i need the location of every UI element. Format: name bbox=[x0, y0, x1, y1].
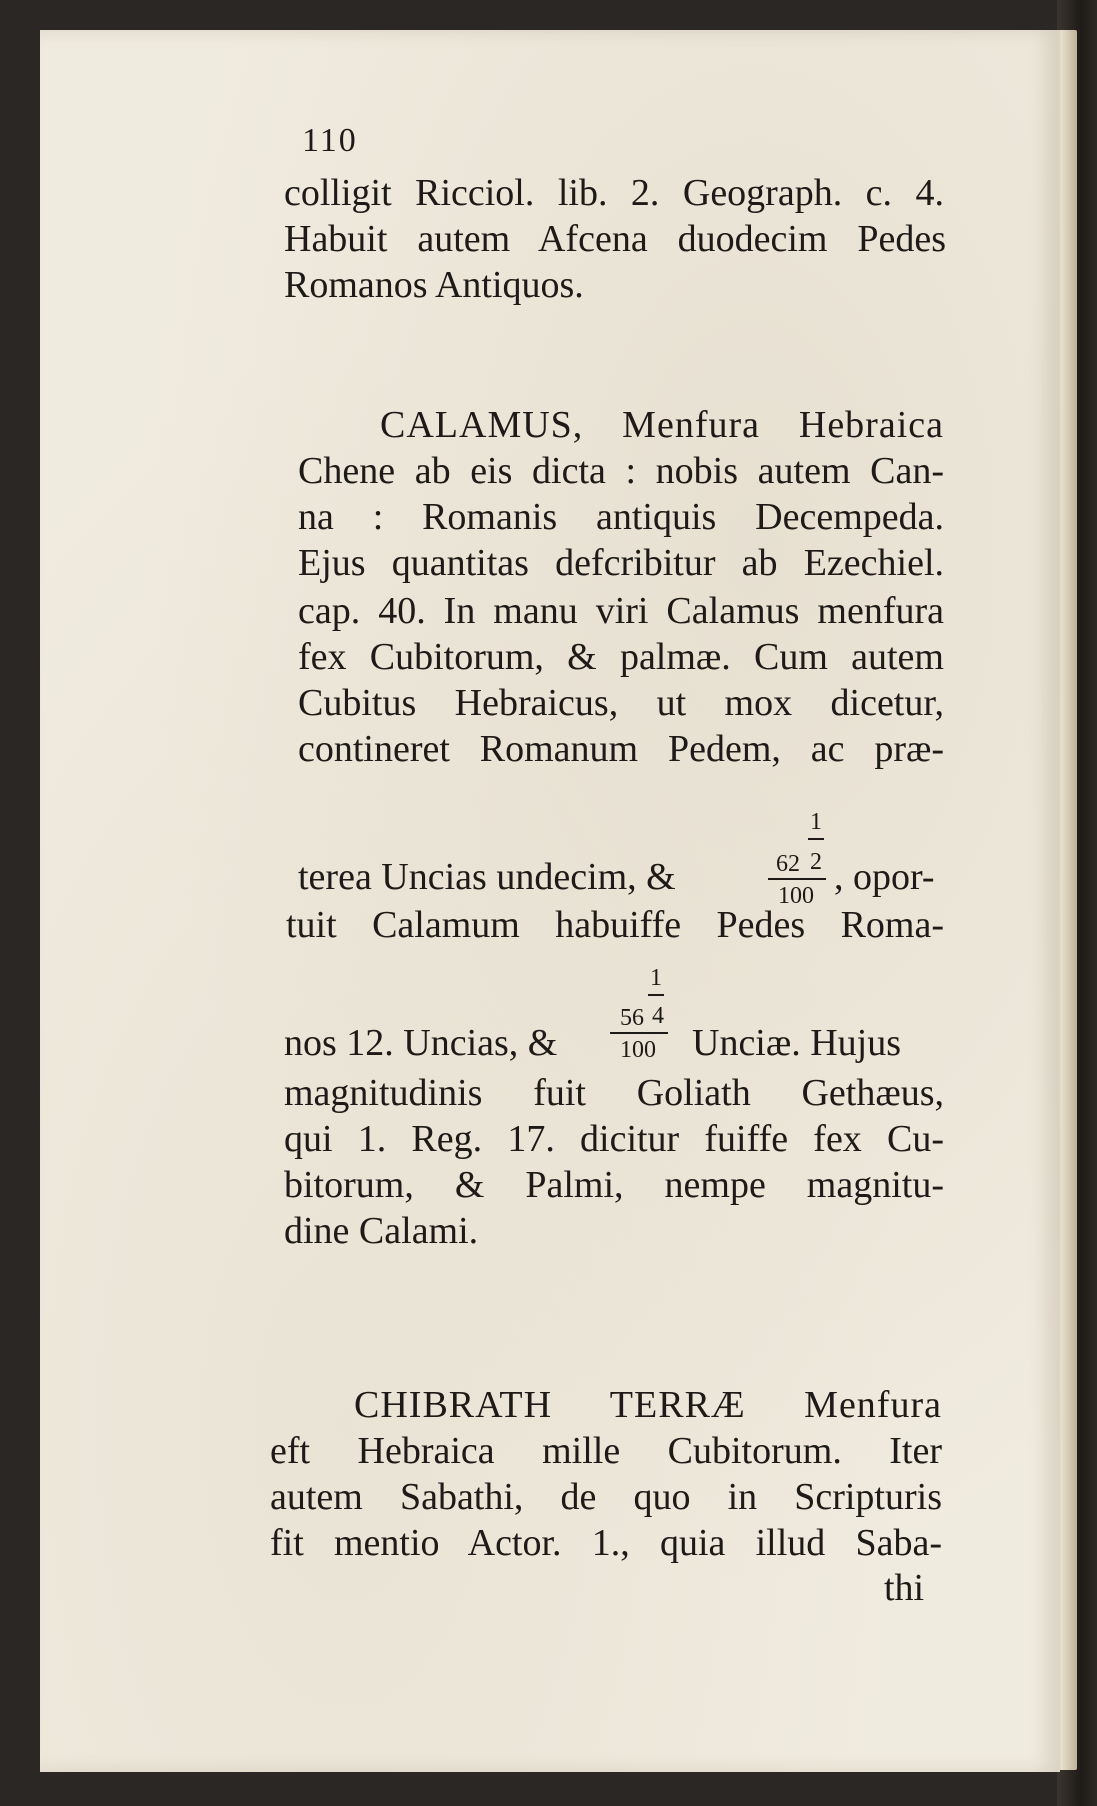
fraction-denominator: 100 bbox=[620, 1037, 656, 1063]
fraction-top: 1 bbox=[810, 809, 822, 835]
text-line: cap. 40. In manu viri Calamus menfura bbox=[298, 590, 944, 632]
page-number: 110 bbox=[302, 122, 358, 159]
text-line: , opor- bbox=[834, 856, 935, 898]
text-line: contineret Romanum Pedem, ac præ- bbox=[298, 728, 944, 770]
text-line: Chene ab eis dicta : nobis autem Can- bbox=[298, 450, 944, 492]
text-line: tuit Calamum habuiffe Pedes Roma- bbox=[286, 904, 944, 946]
text-line: qui 1. Reg. 17. dicitur fuiffe fex Cu- bbox=[284, 1118, 944, 1160]
text-line: CALAMUS, Menfura Hebraica bbox=[380, 404, 944, 446]
text-line: magnitudinis fuit Goliath Gethæus, bbox=[284, 1072, 944, 1114]
text-line: eft Hebraica mille Cubitorum. Iter bbox=[270, 1430, 942, 1472]
fraction-denominator: 100 bbox=[778, 883, 814, 909]
text-line: CHIBRATH TERRÆ Menfura bbox=[354, 1384, 942, 1426]
text-line: Cubitus Hebraicus, ut mox dicetur, bbox=[298, 682, 944, 724]
text-line: Habuit autem Afcena duodecim Pedes bbox=[284, 218, 946, 260]
text-line: fex Cubitorum, & palmæ. Cum autem bbox=[298, 636, 944, 678]
text-line: Ejus quantitas defcribitur ab Ezechiel. bbox=[298, 542, 944, 584]
catchword: thi bbox=[884, 1567, 925, 1609]
text-line: colligit Ricciol. lib. 2. Geograph. c. 4. bbox=[284, 172, 944, 214]
text-line: bitorum, & Palmi, nempe magnitu- bbox=[284, 1164, 944, 1206]
text-line: terea Uncias undecim, & bbox=[298, 856, 676, 898]
text-line: autem Sabathi, de quo in Scripturis bbox=[270, 1476, 942, 1518]
fraction-top: 1 bbox=[650, 965, 662, 991]
text-line: dine Calami. bbox=[284, 1210, 479, 1252]
text-line: Unciæ. Hujus bbox=[692, 1022, 901, 1064]
fraction-bar bbox=[648, 994, 664, 996]
text-line: fit mentio Actor. 1., quia illud Saba- bbox=[270, 1522, 942, 1564]
fraction-whole: 62 bbox=[776, 851, 800, 877]
fraction-bar bbox=[768, 878, 826, 880]
text-line: Romanos Antiquos. bbox=[284, 264, 584, 306]
fraction-numerator: 4 bbox=[652, 1003, 664, 1029]
book-page bbox=[40, 30, 1060, 1772]
fraction-whole: 56 bbox=[620, 1005, 644, 1031]
text-line: nos 12. Uncias, & bbox=[284, 1022, 558, 1064]
fraction-bar bbox=[808, 838, 824, 840]
fraction-numerator: 2 bbox=[810, 849, 822, 875]
fraction-bar bbox=[610, 1032, 668, 1034]
text-line: na : Romanis antiquis Decempeda. bbox=[298, 496, 944, 538]
